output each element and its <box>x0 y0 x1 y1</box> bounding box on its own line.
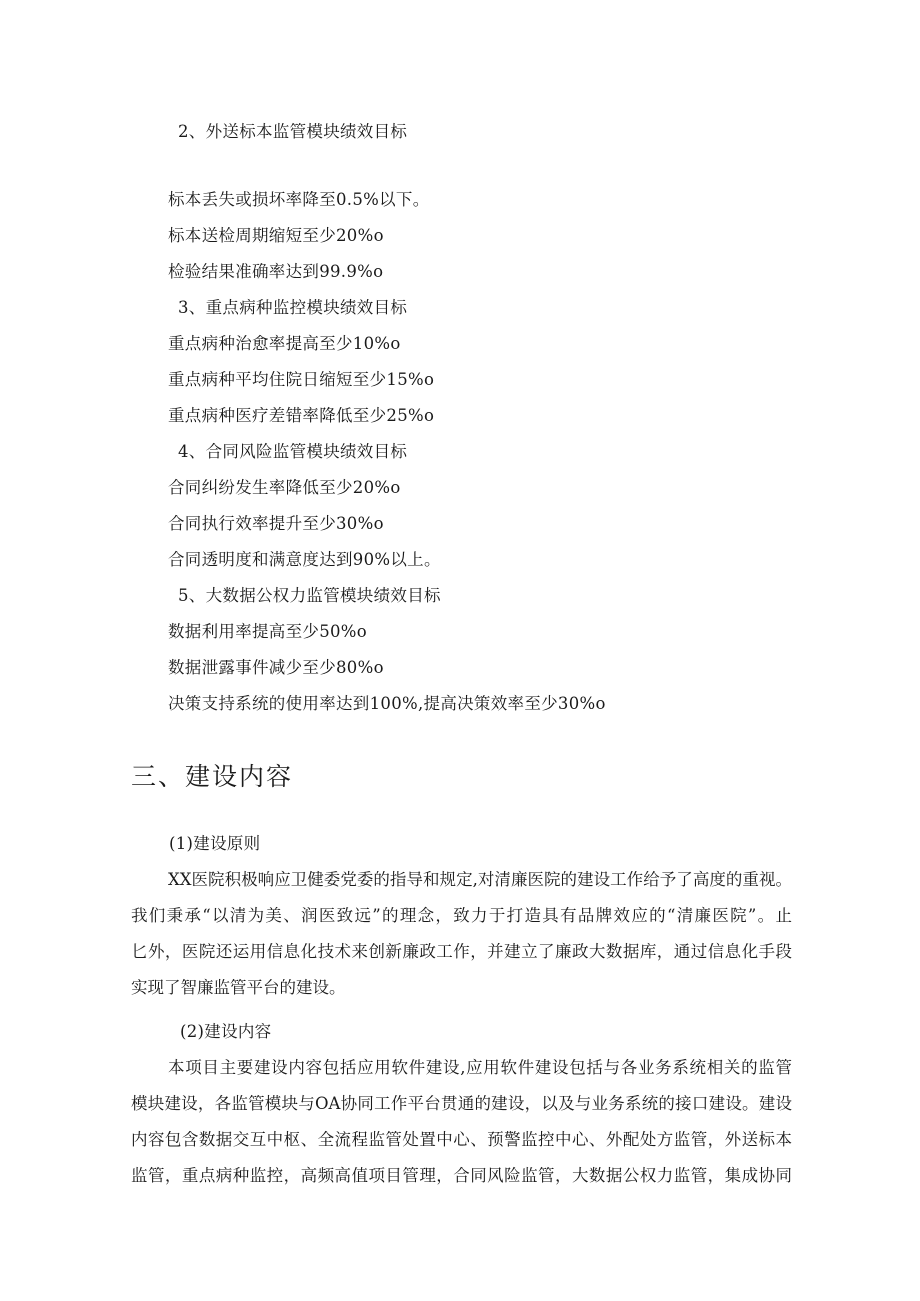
goal-item: 检验结果准确率达到99.9%o <box>168 262 384 281</box>
goal-heading: 4、合同风险监管模块绩效目标 <box>178 442 408 461</box>
goal-heading: 3、重点病种监控模块绩效目标 <box>178 298 408 317</box>
goal-item: 决策支持系统的使用率达到100%,提高决策效率至少30%o <box>168 694 606 713</box>
paragraph-line: XX医院积极响应卫健委党委的指导和规定,对清廉医院的建设工作给予了高度的重视。 <box>168 870 792 889</box>
goal-item: 重点病种治愈率提高至少10%o <box>168 334 401 353</box>
goal-item: 合同纠纷发生率降低至少20%o <box>168 478 401 497</box>
goal-item: 数据利用率提高至少50%o <box>168 622 368 641</box>
goal-item: 合同执行效率提升至少30%o <box>168 514 384 533</box>
subsection-label: (1)建设原则 <box>169 834 261 853</box>
goal-item: 标本丢失或损坏率降至0.5%以下。 <box>168 190 430 209</box>
section-title: 三、建设内容 <box>131 762 294 791</box>
paragraph-line: 模块建设，各监管模块与OA协同工作平台贯通的建设，以及与业务系统的接口建设。建设 <box>131 1094 792 1113</box>
goal-item: 合同透明度和满意度达到90%以上。 <box>168 550 441 569</box>
goal-item: 标本送检周期缩短至少20%o <box>168 226 384 245</box>
paragraph-line: 本项目主要建设内容包括应用软件建设,应用软件建设包括与各业务系统相关的监管 <box>168 1058 792 1077</box>
goal-item: 数据泄露事件减少至少80%o <box>168 658 384 677</box>
paragraph-line: 内容包含数据交互中枢、全流程监管处置中心、预警监控中心、外配处方监管，外送标本 <box>131 1130 792 1149</box>
paragraph-line: 匕外，医院还运用信息化技术来创新廉政工作，并建立了廉政大数据库，通过信息化手段 <box>131 942 792 961</box>
paragraph-line: 监管，重点病种监控，高频高值项目管理，合同风险监管，大数据公权力监管，集成协同 <box>131 1166 792 1185</box>
goal-item: 重点病种医疗差错率降低至少25%o <box>168 406 435 425</box>
goal-heading: 2、外送标本监管模块绩效目标 <box>178 122 408 141</box>
subsection-label: (2)建设内容 <box>180 1022 272 1041</box>
goal-heading: 5、大数据公权力监管模块绩效目标 <box>178 586 441 605</box>
paragraph-line: 我们秉承“以清为美、润医致远”的理念，致力于打造具有品牌效应的“清廉医院”。止 <box>131 906 792 925</box>
goal-item: 重点病种平均住院日缩短至少15%o <box>168 370 435 389</box>
paragraph-line: 实现了智廉监管平台的建设。 <box>131 978 346 997</box>
